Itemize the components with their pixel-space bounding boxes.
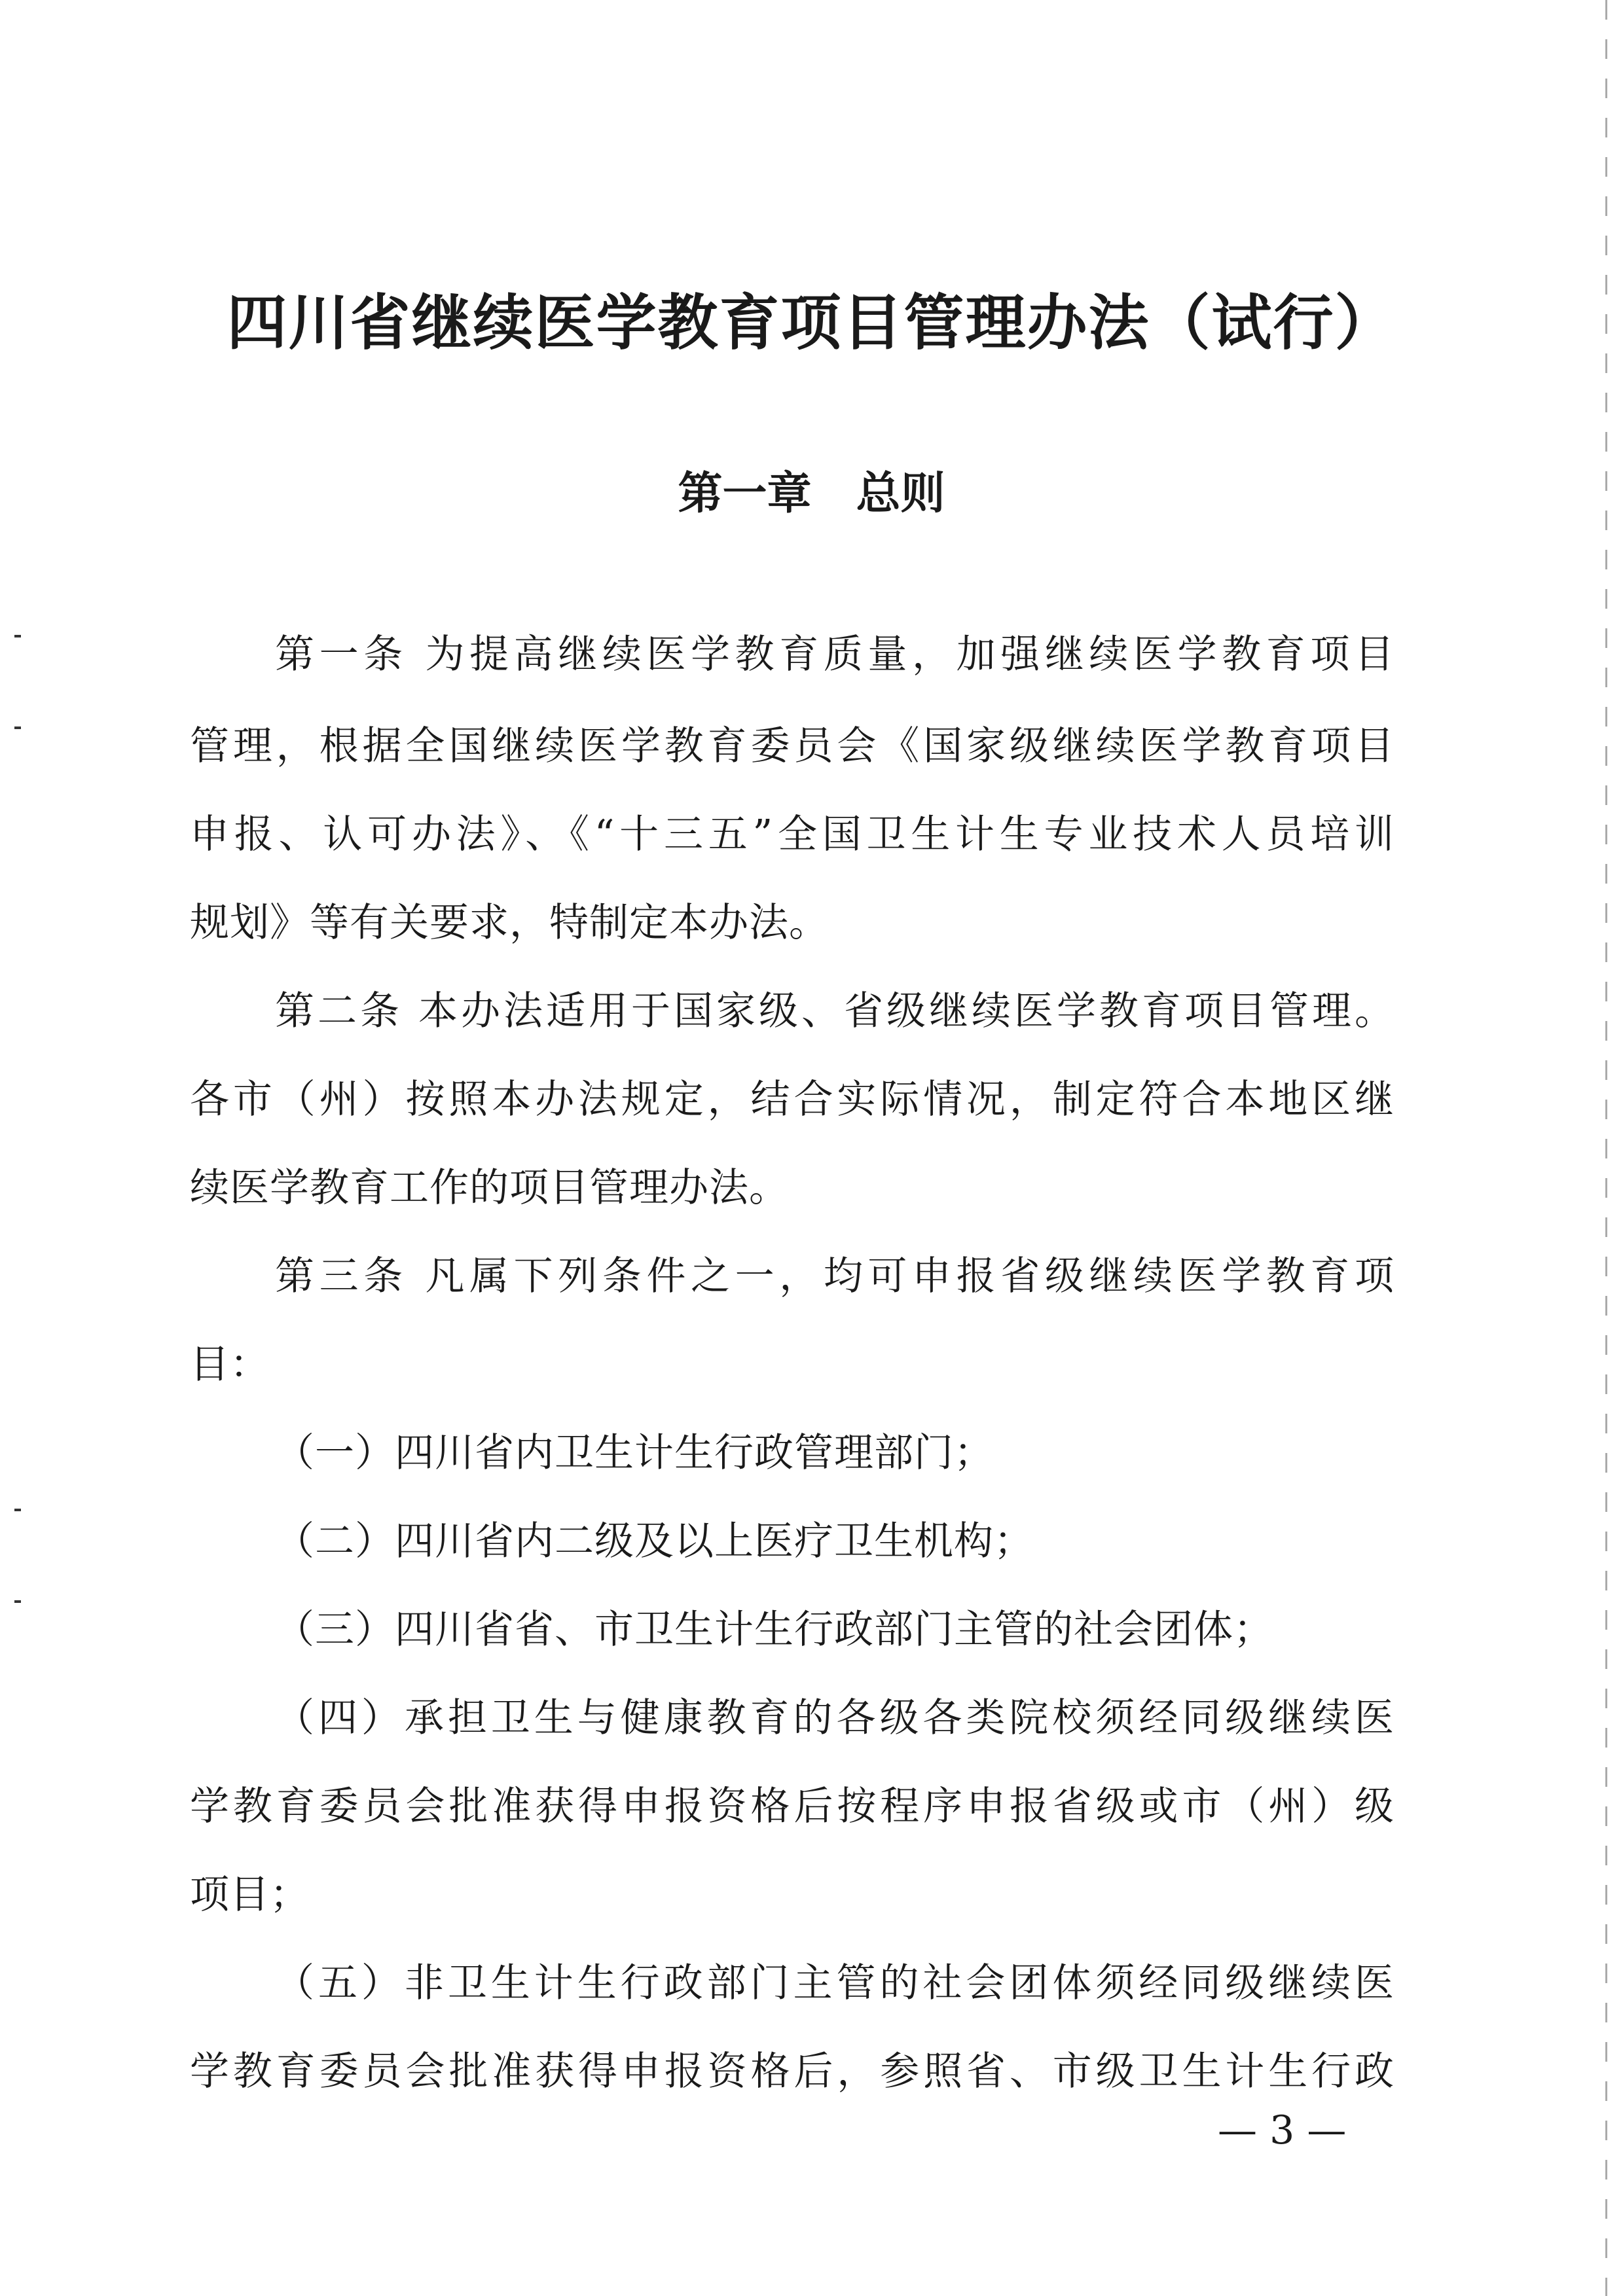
scan-artifact — [14, 1509, 21, 1511]
text-line: （五）非卫生计生行政部门主管的社会团体须经同级继续医 — [275, 1960, 1395, 2006]
text-line: 规划》等有关要求，特制定本办法。 — [190, 900, 829, 946]
page-number: — 3 — — [1218, 2108, 1347, 2153]
text-line: 第一条 为提高继续医学教育质量，加强继续医学教育项目 — [275, 632, 1395, 677]
text-line: 管理，根据全国继续医学教育委员会《国家级继续医学教育项目 — [190, 723, 1395, 769]
scan-artifact — [14, 726, 21, 729]
document-title: 四川省继续医学教育项目管理办法（试行） — [227, 287, 1396, 358]
text-line: 申报、认可办法》、《“十三五”全国卫生计生专业技术人员培训 — [190, 812, 1395, 857]
text-line: 各市（州）按照本办法规定，结合实际情况，制定符合本地区继 — [190, 1077, 1395, 1122]
text-line: 目： — [190, 1342, 270, 1388]
text-line: （三）四川省省、市卫生计生行政部门主管的社会团体； — [275, 1607, 1273, 1653]
text-line: 项目； — [190, 1872, 310, 1918]
text-line: （一）四川省内卫生计生行政管理部门； — [275, 1430, 994, 1476]
text-line: （四）承担卫生与健康教育的各级各类院校须经同级继续医 — [275, 1695, 1395, 1741]
scan-edge-line — [1605, 0, 1607, 2296]
scan-artifact — [14, 635, 21, 637]
text-line: 第三条 凡属下列条件之一，均可申报省级继续医学教育项 — [275, 1253, 1395, 1299]
chapter-heading: 第一章 总则 — [678, 468, 945, 520]
text-line: 学教育委员会批准获得申报资格后，参照省、市级卫生计生行政 — [190, 2049, 1395, 2094]
text-line: 续医学教育工作的项目管理办法。 — [190, 1165, 789, 1211]
text-line: （二）四川省内二级及以上医疗卫生机构； — [275, 1518, 1034, 1564]
text-line: 第二条 本办法适用于国家级、省级继续医学教育项目管理。 — [275, 988, 1395, 1034]
scan-artifact — [14, 1600, 21, 1603]
text-line: 学教育委员会批准获得申报资格后按程序申报省级或市（州）级 — [190, 1784, 1395, 1829]
